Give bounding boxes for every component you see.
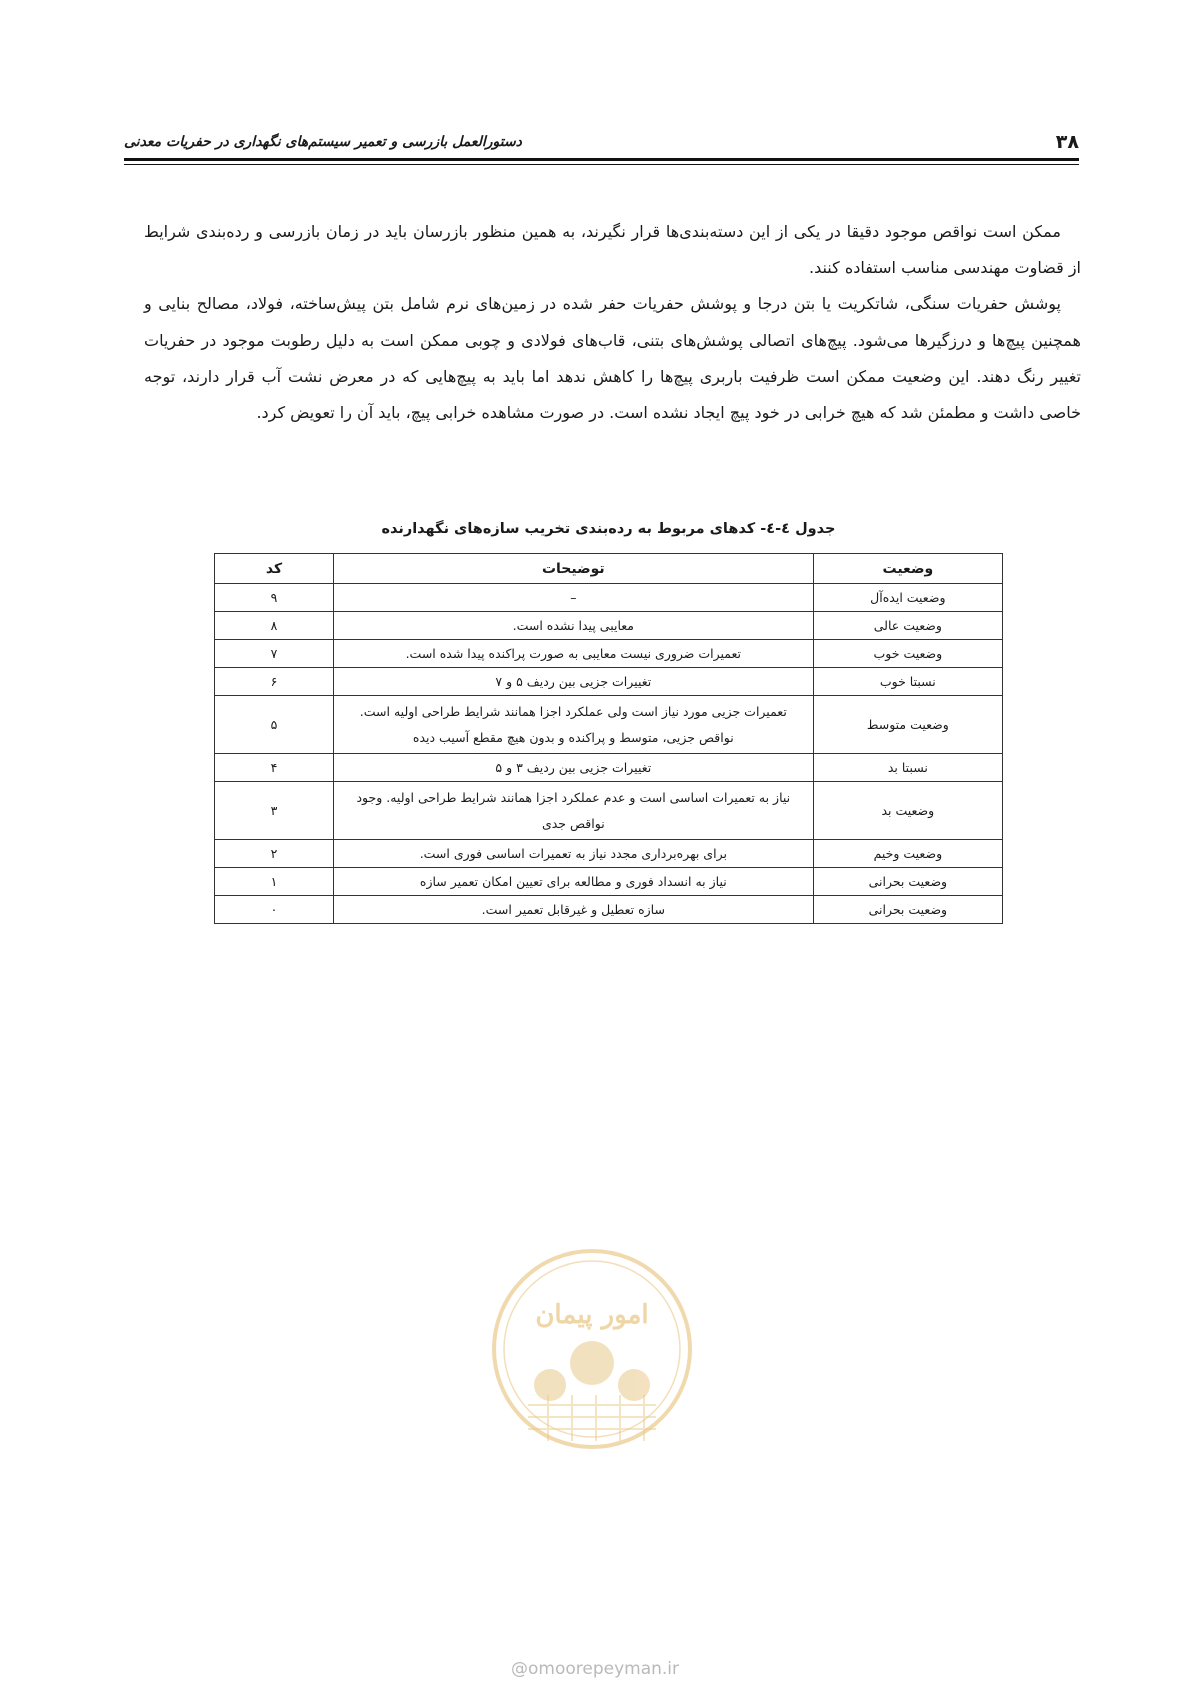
paragraph: ممکن است نواقص موجود دقیقا در یکی از این دسته‌بندی‌ها قرار نگیرند، به همین منظور بازرسان باید در زمان بازرسی و رده‌بندی شرایط از قضاوت مهندسی مناسب استفاده کنند.: [144, 222, 1081, 278]
cell-description: [333, 584, 813, 612]
cell-status: وضعیت عالی: [813, 612, 1002, 640]
table-body: [215, 584, 1003, 924]
cell-code: ۴: [215, 754, 334, 782]
cell-status: وضعیت بد: [813, 782, 1002, 840]
description-line: نواقص جزیی، متوسط و پراکنده و بدون هیچ مقطع آسیب دیده: [412, 729, 734, 745]
description-line: تغییرات جزیی بین ردیف ۵ و ۷: [495, 674, 652, 689]
watermark-logo: [488, 1245, 696, 1453]
cell-description: [333, 668, 813, 696]
table-row: [215, 754, 1003, 782]
description-line: تغییرات جزیی بین ردیف ۳ و ۵: [495, 760, 652, 775]
header-rule-thin: [124, 164, 1079, 165]
header-code: کد: [215, 554, 334, 584]
cell-description: [333, 896, 813, 924]
cell-status: نسبتا خوب: [813, 668, 1002, 696]
cell-status: وضعیت خوب: [813, 640, 1002, 668]
cell-description: [333, 696, 813, 754]
description-line: معایبی پیدا نشده است.: [512, 618, 634, 633]
cell-description: [333, 640, 813, 668]
cell-code: ۸: [215, 612, 334, 640]
header-description: توضیحات: [333, 554, 813, 584]
cell-code: ۳: [215, 782, 334, 840]
description-line: سازه تعطیل و غیرقابل تعمیر است.: [481, 902, 665, 917]
cell-description: [333, 868, 813, 896]
cell-code: ۱: [215, 868, 334, 896]
table-row: [215, 640, 1003, 668]
table-row: [215, 840, 1003, 868]
cell-description: [333, 754, 813, 782]
cell-code: ۲: [215, 840, 334, 868]
cell-code: ۷: [215, 640, 334, 668]
table-header-row: [215, 554, 1003, 584]
description-line: نیاز به تعمیرات اساسی است و عدم عملکرد اجزا همانند شرایط طراحی اولیه. وجود: [356, 789, 791, 805]
cell-status: نسبتا بد: [813, 754, 1002, 782]
paragraph: پوشش حفریات سنگی، شاتکریت یا بتن درجا و پوشش حفریات حفر شده در زمین‌های نرم شامل بتن پیش‌ساخته، فولاد، مصالح بنایی و همچنین پیچ‌ها و درزگیرها می‌شود. پیچ‌های اتصالی پوشش‌های بتنی، قاب‌های فولادی و چوبی ممکن است به دلیل رطوبت موجود در حفریات تغییر رنگ دهند. این وضعیت ممکن است ظرفیت باربری پیچ‌ها را کاهش ندهد اما باید به پیچ‌هایی که در معرض نشت آب قرار دارند، توجه خاصی داشت و مطمئن شد که هیچ خرابی در خود پیچ ایجاد نشده است. در صورت مشاهده خرابی پیچ، باید آن را تعویض کرد.: [144, 294, 1081, 423]
table-row: [215, 696, 1003, 754]
header-status: وضعیت: [813, 554, 1002, 584]
cell-status: وضعیت متوسط: [813, 696, 1002, 754]
cell-code: ۰: [215, 896, 334, 924]
table-row: [215, 584, 1003, 612]
watermark-url: @omoorepeyman.ir: [510, 1659, 680, 1679]
cell-status: وضعیت ایده‌آل: [813, 584, 1002, 612]
cell-status: وضعیت بحرانی: [813, 896, 1002, 924]
cell-status: وضعیت بحرانی: [813, 868, 1002, 896]
table-row: [215, 782, 1003, 840]
description-line: تعمیرات جزیی مورد نیاز است ولی عملکرد اجزا همانند شرایط طراحی اولیه است.: [359, 703, 787, 719]
cell-code: ۹: [215, 584, 334, 612]
table-row: [215, 896, 1003, 924]
cell-description: [333, 840, 813, 868]
description-line: نواقص جدی: [541, 815, 605, 831]
description-line: تعمیرات ضروری نیست معایبی به صورت پراکنده پیدا شده است.: [405, 646, 742, 661]
cell-status: وضعیت وخیم: [813, 840, 1002, 868]
damage-codes-table: [214, 553, 1003, 924]
page-number: ۳۸: [1055, 131, 1079, 153]
description-line: نیاز به انسداد فوری و مطالعه برای تعیین امکان تعمیر سازه: [419, 874, 727, 889]
body-text: [144, 214, 1081, 431]
description-line: برای بهره‌برداری مجدد نیاز به تعمیرات اساسی فوری است.: [419, 846, 727, 861]
running-title: دستورالعمل بازرسی و تعمیر سیستم‌های نگهداری در حفریات معدنی: [124, 134, 522, 150]
table-row: [215, 612, 1003, 640]
description-line: –: [570, 590, 577, 605]
table-row: [215, 668, 1003, 696]
header-rule-thick: [124, 158, 1079, 161]
table-row: [215, 868, 1003, 896]
table-caption: جدول ٤-٤- کدهای مربوط به رده‌بندی تخریب سازه‌های نگهدارنده: [381, 521, 836, 537]
watermark-logo-text: امور پیمان: [535, 1300, 649, 1330]
cell-code: ۶: [215, 668, 334, 696]
page-header: [124, 128, 1079, 156]
cell-code: ۵: [215, 696, 334, 754]
cell-description: [333, 612, 813, 640]
cell-description: [333, 782, 813, 840]
